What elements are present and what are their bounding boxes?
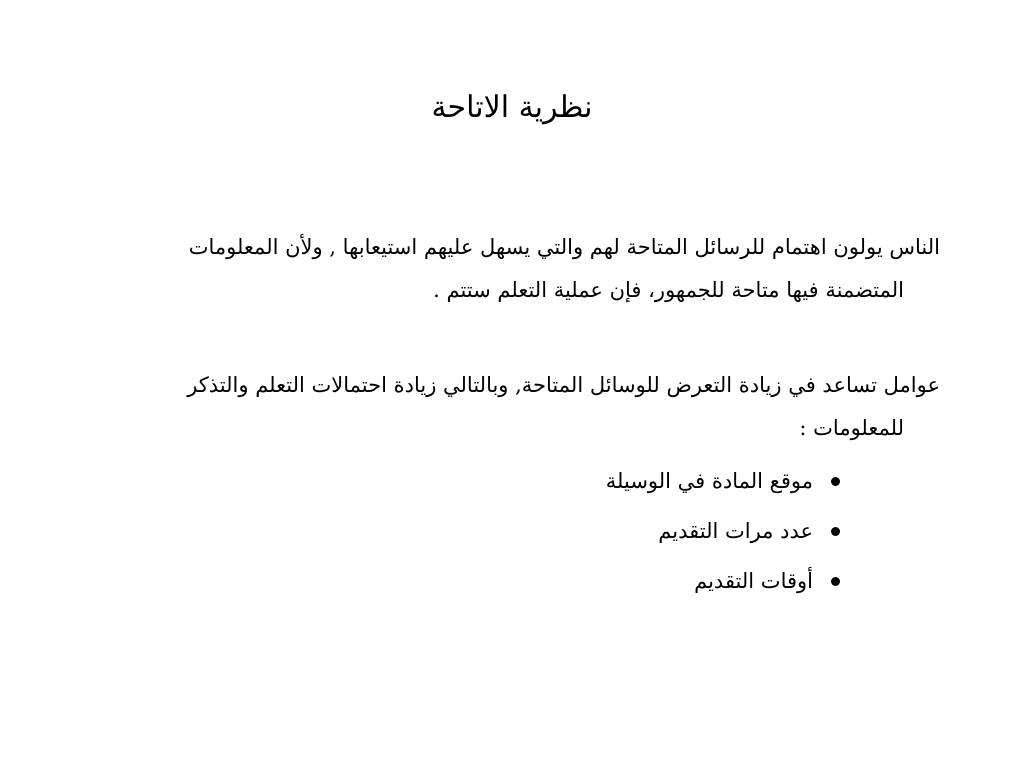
list-item-text: موقع المادة في الوسيلة xyxy=(605,469,813,493)
list-item xyxy=(110,506,840,556)
paragraph-availability: الناس يولون اهتمام للرسائل المتاحة لهم والتي يسهل عليهم استيعابها , ولأن المعلومات المتضمنة فيها متاحة للجمهور، فإن عملية التعلم ستتم . xyxy=(188,235,940,302)
list-item-text: أوقات التقديم xyxy=(694,569,813,593)
slide-title: نظرية الاتاحة xyxy=(431,90,593,125)
bullet-icon xyxy=(831,577,840,586)
list-item xyxy=(110,456,840,506)
paragraph-factors: عوامل تساعد في زيادة التعرض للوسائل المتاحة, وبالتالي زيادة احتمالات التعلم والتذكر للمعلومات : xyxy=(187,373,940,440)
list-item-text: عدد مرات التقديم xyxy=(658,519,813,543)
slide-body xyxy=(110,226,940,606)
bullet-icon xyxy=(831,527,840,536)
factors-list xyxy=(110,456,940,606)
bullet-icon xyxy=(831,477,840,486)
list-item xyxy=(110,556,840,606)
